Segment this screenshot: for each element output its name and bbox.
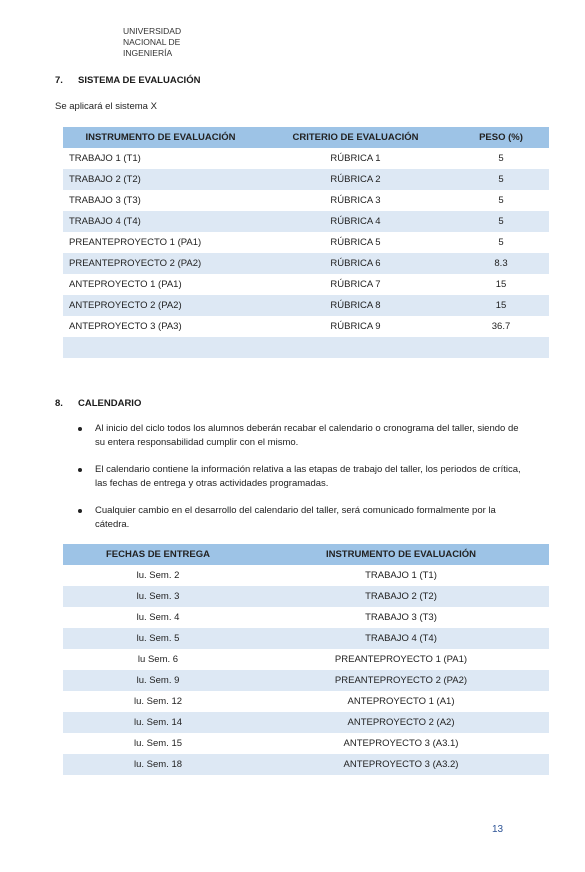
table-cell: 36.7 bbox=[491, 321, 511, 332]
table-cell: ANTEPROYECTO 2 (A2) bbox=[253, 712, 549, 733]
table-cell: ANTEPROYECTO 1 (PA1) bbox=[69, 279, 182, 290]
table-cell: lu. Sem. 9 bbox=[63, 670, 253, 691]
table-cell bbox=[258, 337, 453, 358]
calendar-table-header bbox=[63, 544, 549, 565]
table-row bbox=[63, 712, 549, 733]
table-cell: RÚBRICA 7 bbox=[330, 279, 381, 290]
list-item bbox=[78, 463, 523, 491]
bullet-icon bbox=[78, 509, 82, 513]
table-cell: RÚBRICA 5 bbox=[330, 237, 381, 248]
table-cell: TRABAJO 1 (T1) bbox=[365, 570, 437, 581]
table-cell: 5 bbox=[498, 153, 504, 164]
bullet-icon bbox=[78, 427, 82, 431]
list-item bbox=[78, 504, 523, 532]
table-cell: lu. Sem. 18 bbox=[63, 754, 253, 775]
table-cell: PREANTEPROYECTO 2 (PA2) bbox=[253, 670, 549, 691]
table-cell: RÚBRICA 1 bbox=[330, 153, 381, 164]
table-cell bbox=[63, 337, 258, 358]
table-cell: ANTEPROYECTO 2 (PA2) bbox=[63, 295, 258, 316]
table-cell: lu Sem. 6 bbox=[137, 654, 179, 665]
list-item bbox=[78, 422, 523, 450]
table-row bbox=[63, 295, 549, 316]
section-title: SISTEMA DE EVALUACIÓN bbox=[78, 75, 201, 86]
logo-line: NACIONAL DE bbox=[123, 37, 181, 47]
calendar-bullet-list bbox=[78, 422, 523, 545]
table-row bbox=[63, 670, 549, 691]
table-cell: lu. Sem. 15 bbox=[133, 738, 183, 749]
table-cell: 5 bbox=[453, 211, 549, 232]
table-cell: RÚBRICA 2 bbox=[258, 169, 453, 190]
table-row bbox=[63, 337, 549, 358]
table-cell: 8.3 bbox=[453, 253, 549, 274]
section-title: CALENDARIO bbox=[78, 398, 142, 409]
logo-line: INGENIERÍA bbox=[123, 48, 173, 58]
table-cell: RÚBRICA 6 bbox=[258, 253, 453, 274]
table-cell: lu. Sem. 5 bbox=[63, 628, 253, 649]
table-cell: ANTEPROYECTO 1 (A1) bbox=[347, 696, 455, 707]
section-number: 8. bbox=[55, 398, 63, 409]
table-row bbox=[63, 649, 549, 670]
section-7-intro: Se aplicará el sistema X bbox=[55, 101, 157, 112]
bullet-icon bbox=[78, 468, 82, 472]
table-row bbox=[63, 190, 549, 211]
university-logo-text bbox=[123, 26, 181, 59]
table-cell: 15 bbox=[495, 279, 507, 290]
table-cell: PREANTEPROYECTO 1 (PA1) bbox=[334, 654, 468, 665]
section-8-heading bbox=[55, 398, 141, 409]
table-row bbox=[63, 691, 549, 712]
table-cell: 15 bbox=[453, 295, 549, 316]
column-header: FECHAS DE ENTREGA bbox=[63, 544, 253, 565]
column-header: INSTRUMENTO DE EVALUACIÓN bbox=[63, 127, 258, 148]
bullet-text: Cualquier cambio en el desarrollo del calendario del taller, será comunicado formalmente por la cátedra. bbox=[95, 505, 496, 530]
table-row bbox=[63, 565, 549, 586]
table-cell: TRABAJO 1 (T1) bbox=[69, 153, 141, 164]
table-cell: 5 bbox=[498, 237, 504, 248]
table-row bbox=[63, 607, 549, 628]
column-header: INSTRUMENTO DE EVALUACIÓN bbox=[253, 544, 549, 565]
table-row bbox=[63, 169, 549, 190]
table-cell: RÚBRICA 4 bbox=[258, 211, 453, 232]
column-header: CRITERIO DE EVALUACIÓN bbox=[258, 127, 453, 148]
calendar-table bbox=[63, 544, 549, 775]
table-row bbox=[63, 586, 549, 607]
bullet-text: El calendario contiene la información relativa a las etapas de trabajo del taller, los periodos de crítica, las fechas de entrega y otras actividades programadas. bbox=[95, 464, 521, 489]
table-cell: TRABAJO 2 (T2) bbox=[253, 586, 549, 607]
table-cell: lu. Sem. 12 bbox=[133, 696, 183, 707]
bullet-text: Al inicio del ciclo todos los alumnos deberán recabar el calendario o cronograma del taller, siendo de su entera responsabilidad cumplir con el mismo. bbox=[95, 423, 519, 448]
table-row bbox=[63, 232, 549, 253]
table-cell: PREANTEPROYECTO 2 (PA2) bbox=[63, 253, 258, 274]
table-cell: ANTEPROYECTO 3 (PA3) bbox=[69, 321, 182, 332]
table-cell: RÚBRICA 9 bbox=[330, 321, 381, 332]
table-cell: lu. Sem. 3 bbox=[63, 586, 253, 607]
table-cell: TRABAJO 3 (T3) bbox=[69, 195, 141, 206]
evaluation-table-header bbox=[63, 127, 549, 148]
table-cell: 5 bbox=[498, 195, 504, 206]
section-7-heading bbox=[55, 75, 200, 86]
table-cell: lu. Sem. 4 bbox=[136, 612, 180, 623]
table-row bbox=[63, 316, 549, 337]
page-number: 13 bbox=[492, 824, 504, 835]
table-cell: lu. Sem. 14 bbox=[63, 712, 253, 733]
table-cell: TRABAJO 4 (T4) bbox=[63, 211, 258, 232]
table-cell: TRABAJO 2 (T2) bbox=[63, 169, 258, 190]
table-cell: TRABAJO 4 (T4) bbox=[253, 628, 549, 649]
table-cell: PREANTEPROYECTO 1 (PA1) bbox=[69, 237, 202, 248]
column-header: PESO (%) bbox=[453, 127, 549, 148]
table-cell: lu. Sem. 2 bbox=[136, 570, 180, 581]
table-row bbox=[63, 754, 549, 775]
table-cell: RÚBRICA 3 bbox=[330, 195, 381, 206]
table-cell: 5 bbox=[453, 169, 549, 190]
evaluation-table bbox=[63, 127, 549, 358]
table-row bbox=[63, 628, 549, 649]
table-cell bbox=[453, 337, 549, 358]
table-cell: ANTEPROYECTO 3 (A3.2) bbox=[253, 754, 549, 775]
table-row bbox=[63, 733, 549, 754]
logo-line: UNIVERSIDAD bbox=[123, 26, 182, 36]
table-row bbox=[63, 253, 549, 274]
table-row bbox=[63, 148, 549, 169]
table-cell: TRABAJO 3 (T3) bbox=[365, 612, 437, 623]
table-row bbox=[63, 211, 549, 232]
table-row bbox=[63, 274, 549, 295]
section-number: 7. bbox=[55, 75, 63, 86]
table-cell: RÚBRICA 8 bbox=[258, 295, 453, 316]
table-cell: ANTEPROYECTO 3 (A3.1) bbox=[343, 738, 459, 749]
